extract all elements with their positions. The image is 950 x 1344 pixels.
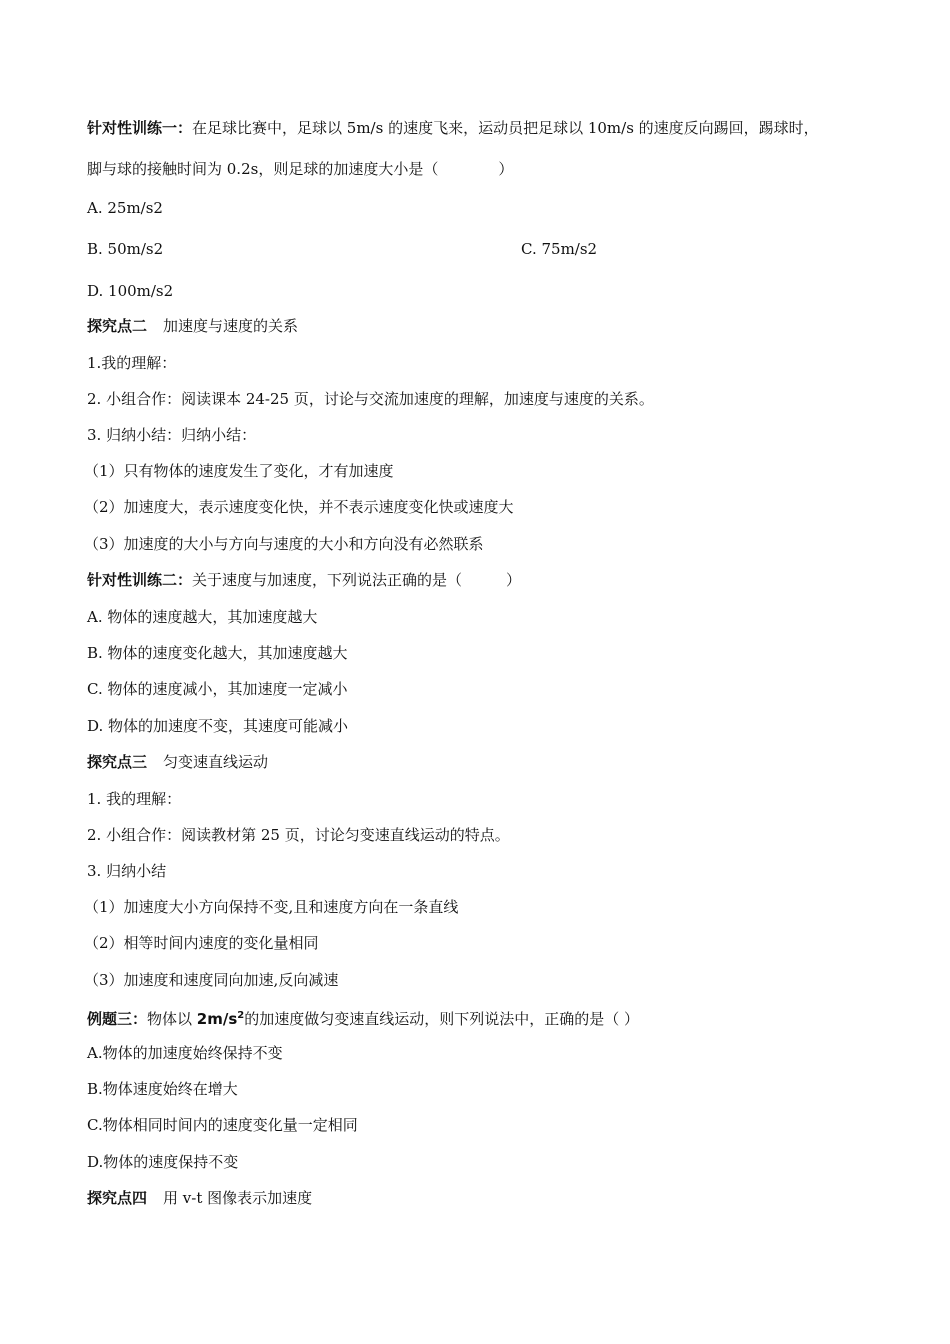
- section3-item-3: 3. 归纳小结: [87, 862, 167, 880]
- example3-math-sup: 2: [237, 1010, 245, 1021]
- training2-text-end: ）: [506, 571, 522, 589]
- training2-line: [87, 570, 521, 590]
- example3-option-c: C.物体相同时间内的速度变化量一定相同: [87, 1116, 358, 1134]
- section3-item-1: 1. 我的理解：: [87, 790, 182, 808]
- example3-option-d: D.物体的速度保持不变: [87, 1153, 239, 1171]
- section2-heading: [87, 316, 298, 336]
- training2-text: 关于速度与加速度，下列说法正确的是（: [192, 571, 463, 589]
- training1-option-a: A. 25m/s2: [87, 199, 163, 217]
- training2-option-d: D. 物体的加速度不变，其速度可能减小: [87, 717, 349, 735]
- section2-title: 加速度与速度的关系: [163, 317, 299, 335]
- section3-item-4: （1）加速度大小方向保持不变,且和速度方向在一条直线: [84, 898, 459, 916]
- training2-option-a: A. 物体的速度越大，其加速度越大: [87, 608, 318, 626]
- training2-label: 针对性训练二：: [87, 571, 193, 589]
- section2-item-4: （1）只有物体的速度发生了变化，才有加速度: [84, 462, 394, 480]
- section4-title: 用 v-t 图像表示加速度: [163, 1189, 313, 1207]
- training2-option-c: C. 物体的速度减小，其加速度一定减小: [87, 680, 348, 698]
- section2-label: 探究点二: [87, 317, 148, 335]
- section3-heading: [87, 752, 268, 772]
- section2-item-5: （2）加速度大，表示速度变化快，并不表示速度变化快或速度大: [84, 498, 514, 516]
- section3-item-5: （2）相等时间内速度的变化量相同: [84, 934, 319, 952]
- section2-item-2: 2. 小组合作：阅读课本 24-25 页，讨论与交流加速度的理解，加速度与速度的关系。: [87, 390, 654, 408]
- example3-text-after: 的加速度做匀变速直线运动，则下列说法中，正确的是（ ）: [244, 1010, 640, 1028]
- section4-label: 探究点四: [87, 1189, 148, 1207]
- training1-text2: 脚与球的接触时间为 0.2s，则足球的加速度大小是（: [87, 160, 439, 178]
- example3-math-base: 2m/s: [196, 1010, 238, 1028]
- training1-option-c: C. 75m/s2: [521, 240, 598, 258]
- section3-item-6: （3）加速度和速度同向加速,反向减速: [84, 971, 339, 989]
- example3-text-before: 物体以: [147, 1010, 197, 1028]
- training1-option-b: B. 50m/s2: [87, 240, 164, 258]
- section3-item-2: 2. 小组合作：阅读教材第 25 页，讨论匀变速直线运动的特点。: [87, 826, 510, 844]
- example3-option-a: A.物体的加速度始终保持不变: [87, 1044, 283, 1062]
- section4-heading: [87, 1188, 312, 1208]
- example3-option-b: B.物体速度始终在增大: [87, 1080, 238, 1098]
- training1-line2: [87, 159, 513, 179]
- training2-option-b: B. 物体的速度变化越大，其加速度越大: [87, 644, 348, 662]
- training1-label: 针对性训练一：: [87, 119, 193, 137]
- section3-label: 探究点三: [87, 753, 148, 771]
- training1-line1: [87, 118, 819, 138]
- training1-text2-end: ）: [498, 160, 514, 178]
- example3-line: [87, 1006, 639, 1029]
- section2-item-3: 3. 归纳小结：归纳小结：: [87, 426, 257, 444]
- section3-title: 匀变速直线运动: [163, 753, 269, 771]
- section2-item-1: 1.我的理解：: [87, 354, 177, 372]
- training1-text1: 在足球比赛中，足球以 5m/s 的速度飞来，运动员把足球以 10m/s 的速度反向踢回，踢球时，: [192, 119, 819, 137]
- training1-option-d: D. 100m/s2: [87, 282, 174, 300]
- example3-label: 例题三：: [87, 1010, 148, 1028]
- section2-item-6: （3）加速度的大小与方向与速度的大小和方向没有必然联系: [84, 535, 484, 553]
